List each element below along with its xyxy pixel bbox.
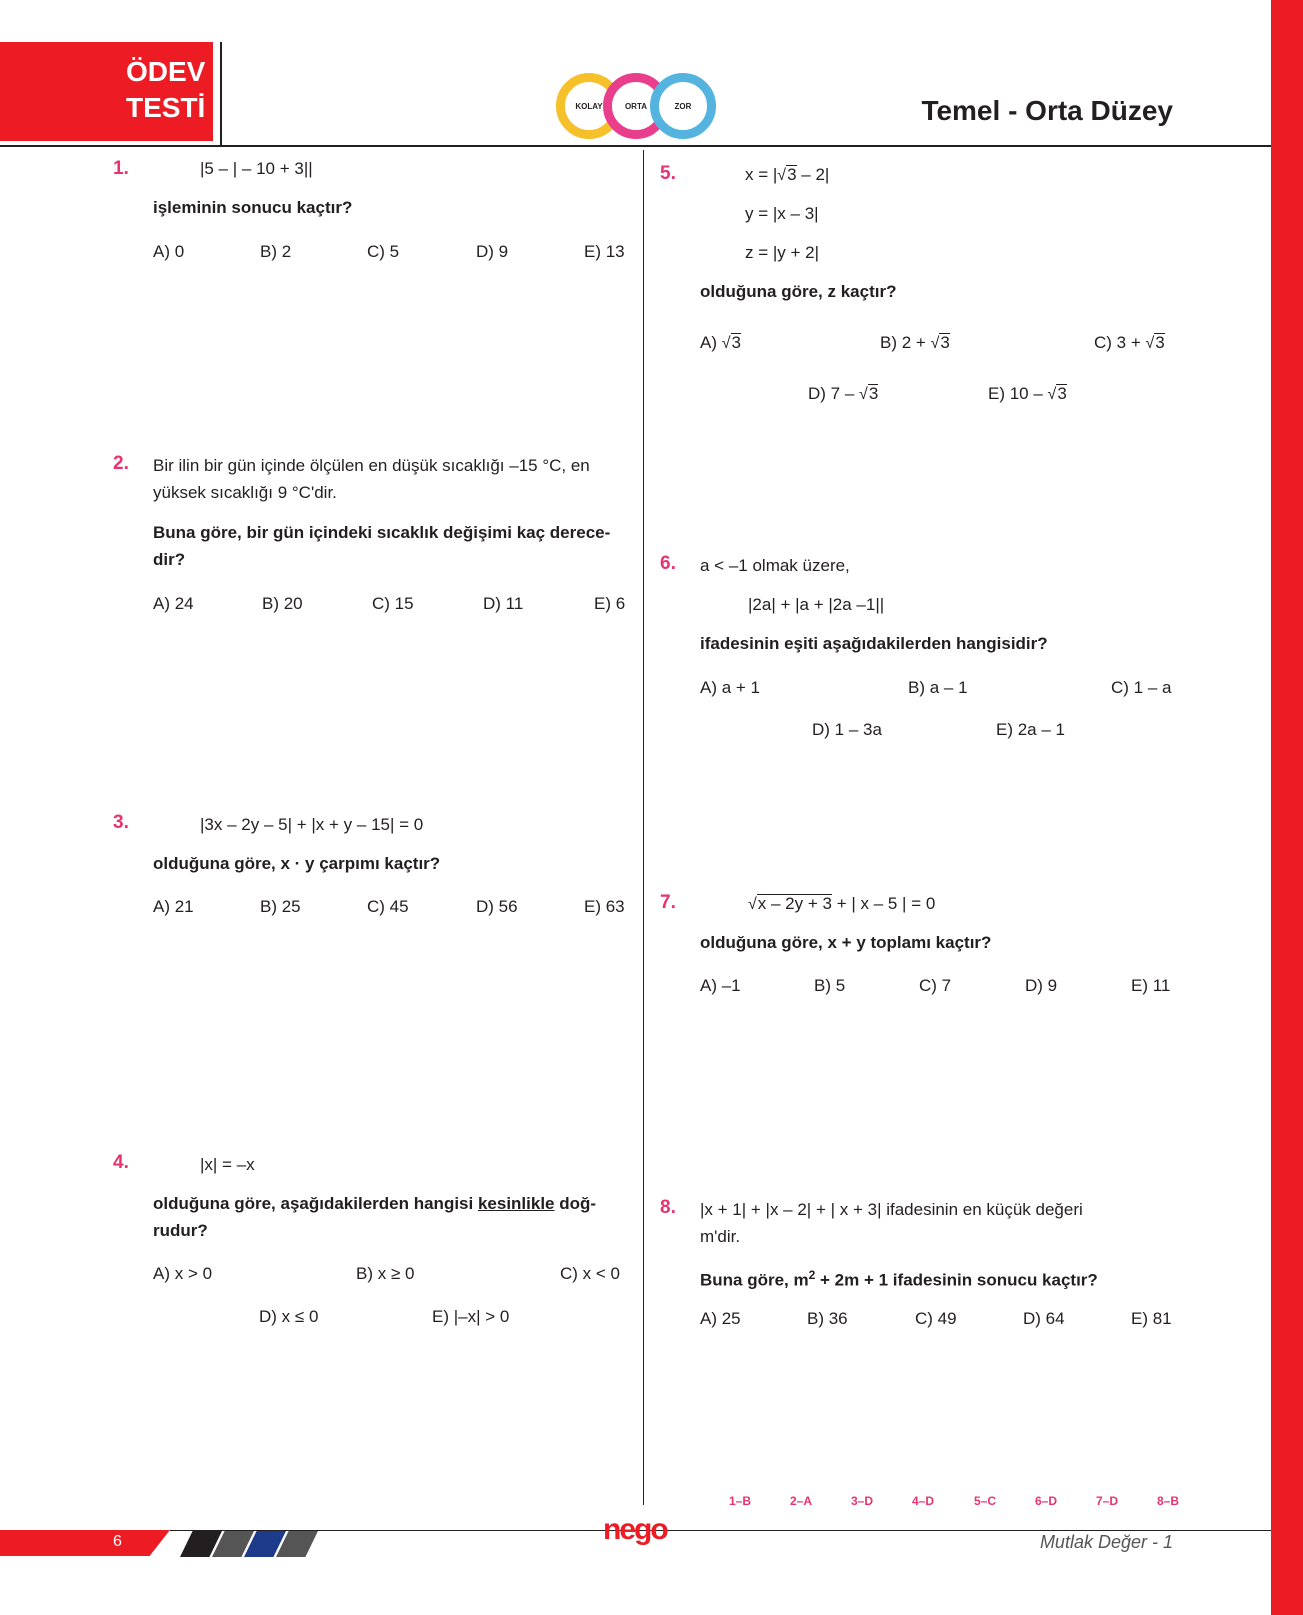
q2-text-line2: yüksek sıcaklığı 9 °C'dir. — [153, 483, 337, 502]
q5-x-radicand: 3 — [787, 165, 797, 184]
page-number-tab — [0, 1530, 170, 1556]
q4-option-c[interactable]: C) x < 0 — [560, 1264, 620, 1283]
q3-expression: |3x – 2y – 5| + |x + y – 15| = 0 — [200, 815, 424, 834]
q8-option-c[interactable]: C) 49 — [915, 1309, 957, 1328]
q4-question-underlined: kesinlikle — [477, 1194, 555, 1213]
q5-option-b-pre: B) 2 + — [880, 333, 931, 352]
badge-line2: TESTİ — [126, 92, 206, 123]
q7-option-a[interactable]: A) –1 — [700, 976, 741, 995]
q1-expression: |5 – | – 10 + 3|| — [200, 159, 313, 178]
header-rule — [0, 145, 1271, 147]
answer-8: 8–B — [1157, 1494, 1180, 1508]
right-edge-strip — [1271, 0, 1303, 1615]
q4-option-b[interactable]: B) x ≥ 0 — [356, 1264, 415, 1283]
q7-number: 7. — [660, 892, 676, 913]
q6-option-e[interactable]: E) 2a – 1 — [996, 720, 1065, 739]
q5-x-pre: x = | — [745, 165, 778, 184]
column-divider — [643, 150, 644, 1505]
q2-option-d[interactable]: D) 11 — [483, 594, 524, 613]
q3-number: 3. — [113, 812, 129, 833]
q7-radicand: x – 2y + 3 — [757, 894, 832, 913]
q8-option-b[interactable]: B) 36 — [807, 1309, 848, 1328]
q2-question-line2: dir? — [153, 550, 186, 569]
q4-question-line1 — [153, 1190, 596, 1217]
radical-sign: √ — [930, 335, 940, 352]
q3-option-b[interactable]: B) 25 — [260, 897, 301, 916]
q5-z-line: z = |y + 2| — [745, 243, 820, 262]
q1-option-d[interactable]: D) 9 — [476, 242, 509, 261]
q1-number: 1. — [113, 158, 129, 179]
q8-text-line2: m'dir. — [700, 1227, 741, 1246]
q8-option-d[interactable]: D) 64 — [1023, 1309, 1065, 1328]
q5-option-c-pre: C) 3 + — [1094, 333, 1146, 352]
badge-divider — [220, 42, 222, 147]
level-title: Temel - Orta Düzey — [921, 95, 1173, 126]
q5-option-a-pre: A) — [700, 333, 722, 352]
answer-3: 3–D — [851, 1494, 874, 1508]
radical-sign: √ — [1145, 335, 1155, 352]
q5-option-e[interactable] — [988, 384, 1067, 404]
q7-expression — [748, 890, 935, 918]
q1-option-e[interactable]: E) 13 — [584, 242, 625, 261]
q5-option-c[interactable] — [1094, 333, 1165, 353]
q7-option-e[interactable]: E) 11 — [1131, 976, 1171, 995]
q4-question-pre: olduğuna göre, aşağıdakilerden hangisi — [153, 1194, 478, 1213]
q5-option-d-rad: 3 — [868, 384, 879, 403]
q7-option-b[interactable]: B) 5 — [814, 976, 846, 995]
q6-number: 6. — [660, 553, 676, 574]
difficulty-kolay: KOLAY — [556, 73, 622, 139]
q8-question-post: + 2m + 1 ifadesinin sonucu kaçtır? — [815, 1270, 1098, 1290]
q1-question: işleminin sonucu kaçtır? — [153, 198, 353, 217]
q4-question-line2: rudur? — [153, 1221, 208, 1240]
q8-option-a[interactable]: A) 25 — [700, 1309, 741, 1328]
q6-condition: a < –1 olmak üzere, — [700, 556, 850, 575]
q6-option-a[interactable]: A) a + 1 — [700, 678, 761, 697]
answer-5: 5–C — [974, 1494, 997, 1508]
q5-option-e-pre: E) 10 – — [988, 384, 1048, 403]
q5-option-c-rad: 3 — [1155, 333, 1165, 352]
q7-expression-post: + | x – 5 | = 0 — [831, 894, 936, 913]
q5-number: 5. — [660, 163, 676, 184]
q6-expression: |2a| + |a + |2a –1|| — [748, 595, 885, 614]
badge-line1: ÖDEV — [126, 56, 206, 87]
q4-question-post: doğ- — [554, 1194, 597, 1213]
footer-rule — [170, 1530, 1271, 1531]
q2-text-line1: Bir ilin bir gün içinde ölçülen en düşük sıcaklığı –15 °C, en — [153, 456, 590, 475]
q3-option-e[interactable]: E) 63 — [584, 897, 625, 916]
q7-option-d[interactable]: D) 9 — [1025, 976, 1058, 995]
q3-question: olduğuna göre, x · y çarpımı kaçtır? — [153, 854, 441, 873]
q7-option-c[interactable]: C) 7 — [919, 976, 952, 995]
q2-option-b[interactable]: B) 20 — [262, 594, 303, 613]
q8-question-pre: Buna göre, m — [700, 1270, 809, 1290]
q2-option-a[interactable]: A) 24 — [153, 594, 194, 613]
answer-7: 7–D — [1096, 1494, 1119, 1508]
q6-question: ifadesinin eşiti aşağıdakilerden hangisidir? — [700, 634, 1048, 653]
radical-sign: √ — [859, 386, 868, 403]
q2-question-line1: Buna göre, bir gün içindeki sıcaklık değişimi kaç derece- — [153, 523, 611, 542]
q2-option-c[interactable]: C) 15 — [372, 594, 414, 613]
q5-option-e-rad: 3 — [1057, 384, 1067, 403]
radical-sign: √ — [777, 167, 787, 184]
q5-option-b[interactable] — [880, 333, 950, 353]
q4-number: 4. — [113, 1152, 129, 1173]
brand-logo: nego — [603, 1513, 667, 1546]
test-badge — [0, 42, 213, 141]
q5-question: olduğuna göre, z kaçtır? — [700, 282, 897, 301]
q4-option-d[interactable]: D) x ≤ 0 — [259, 1307, 319, 1326]
q1-option-a[interactable]: A) 0 — [153, 242, 185, 261]
radical-sign: √ — [1047, 386, 1057, 403]
q7-question: olduğuna göre, x + y toplamı kaçtır? — [700, 933, 992, 952]
difficulty-orta: ORTA — [603, 73, 669, 139]
q6-option-c[interactable]: C) 1 – a — [1111, 678, 1172, 697]
q3-option-c[interactable]: C) 45 — [367, 897, 409, 916]
q8-option-e[interactable]: E) 81 — [1131, 1309, 1172, 1328]
q5-x-line — [745, 161, 829, 189]
q3-option-a[interactable]: A) 21 — [153, 897, 194, 916]
q1-option-c[interactable]: C) 5 — [367, 242, 400, 261]
q6-option-d[interactable]: D) 1 – 3a — [812, 720, 882, 739]
q5-option-a-rad: 3 — [731, 333, 741, 352]
q3-option-d[interactable]: D) 56 — [476, 897, 518, 916]
q6-option-b[interactable]: B) a – 1 — [908, 678, 968, 697]
q2-number: 2. — [113, 453, 129, 474]
q5-y-line: y = |x – 3| — [745, 204, 819, 223]
q4-option-a[interactable]: A) x > 0 — [153, 1264, 213, 1283]
q5-option-b-rad: 3 — [940, 333, 950, 352]
q5-x-post: – 2| — [796, 165, 830, 184]
page-number: 6 — [113, 1533, 122, 1550]
q8-question — [700, 1262, 1098, 1294]
answer-4: 4–D — [912, 1494, 935, 1508]
q5-option-d-pre: D) 7 – — [808, 384, 860, 403]
radical-sign: √ — [721, 335, 731, 352]
footer-title: Mutlak Değer - 1 — [1039, 1532, 1173, 1552]
q4-option-e[interactable]: E) |–x| > 0 — [432, 1307, 510, 1326]
q8-text-line1: |x + 1| + |x – 2| + | x + 3| ifadesinin en küçük değeri — [700, 1200, 1083, 1219]
answer-6: 6–D — [1035, 1494, 1058, 1508]
difficulty-indicator — [556, 73, 726, 141]
q5-option-d[interactable] — [808, 384, 878, 404]
answer-2: 2–A — [790, 1494, 813, 1508]
answer-1: 1–B — [729, 1494, 752, 1508]
q2-option-e[interactable]: E) 6 — [594, 594, 626, 613]
radical-sign: √ — [748, 896, 757, 913]
q8-number: 8. — [660, 1197, 676, 1218]
q4-expression: |x| = –x — [200, 1155, 255, 1174]
difficulty-zor: ZOR — [650, 73, 716, 139]
q5-option-a[interactable] — [700, 333, 741, 353]
q8-question-sup: 2 — [808, 1268, 816, 1282]
q1-option-b[interactable]: B) 2 — [260, 242, 292, 261]
